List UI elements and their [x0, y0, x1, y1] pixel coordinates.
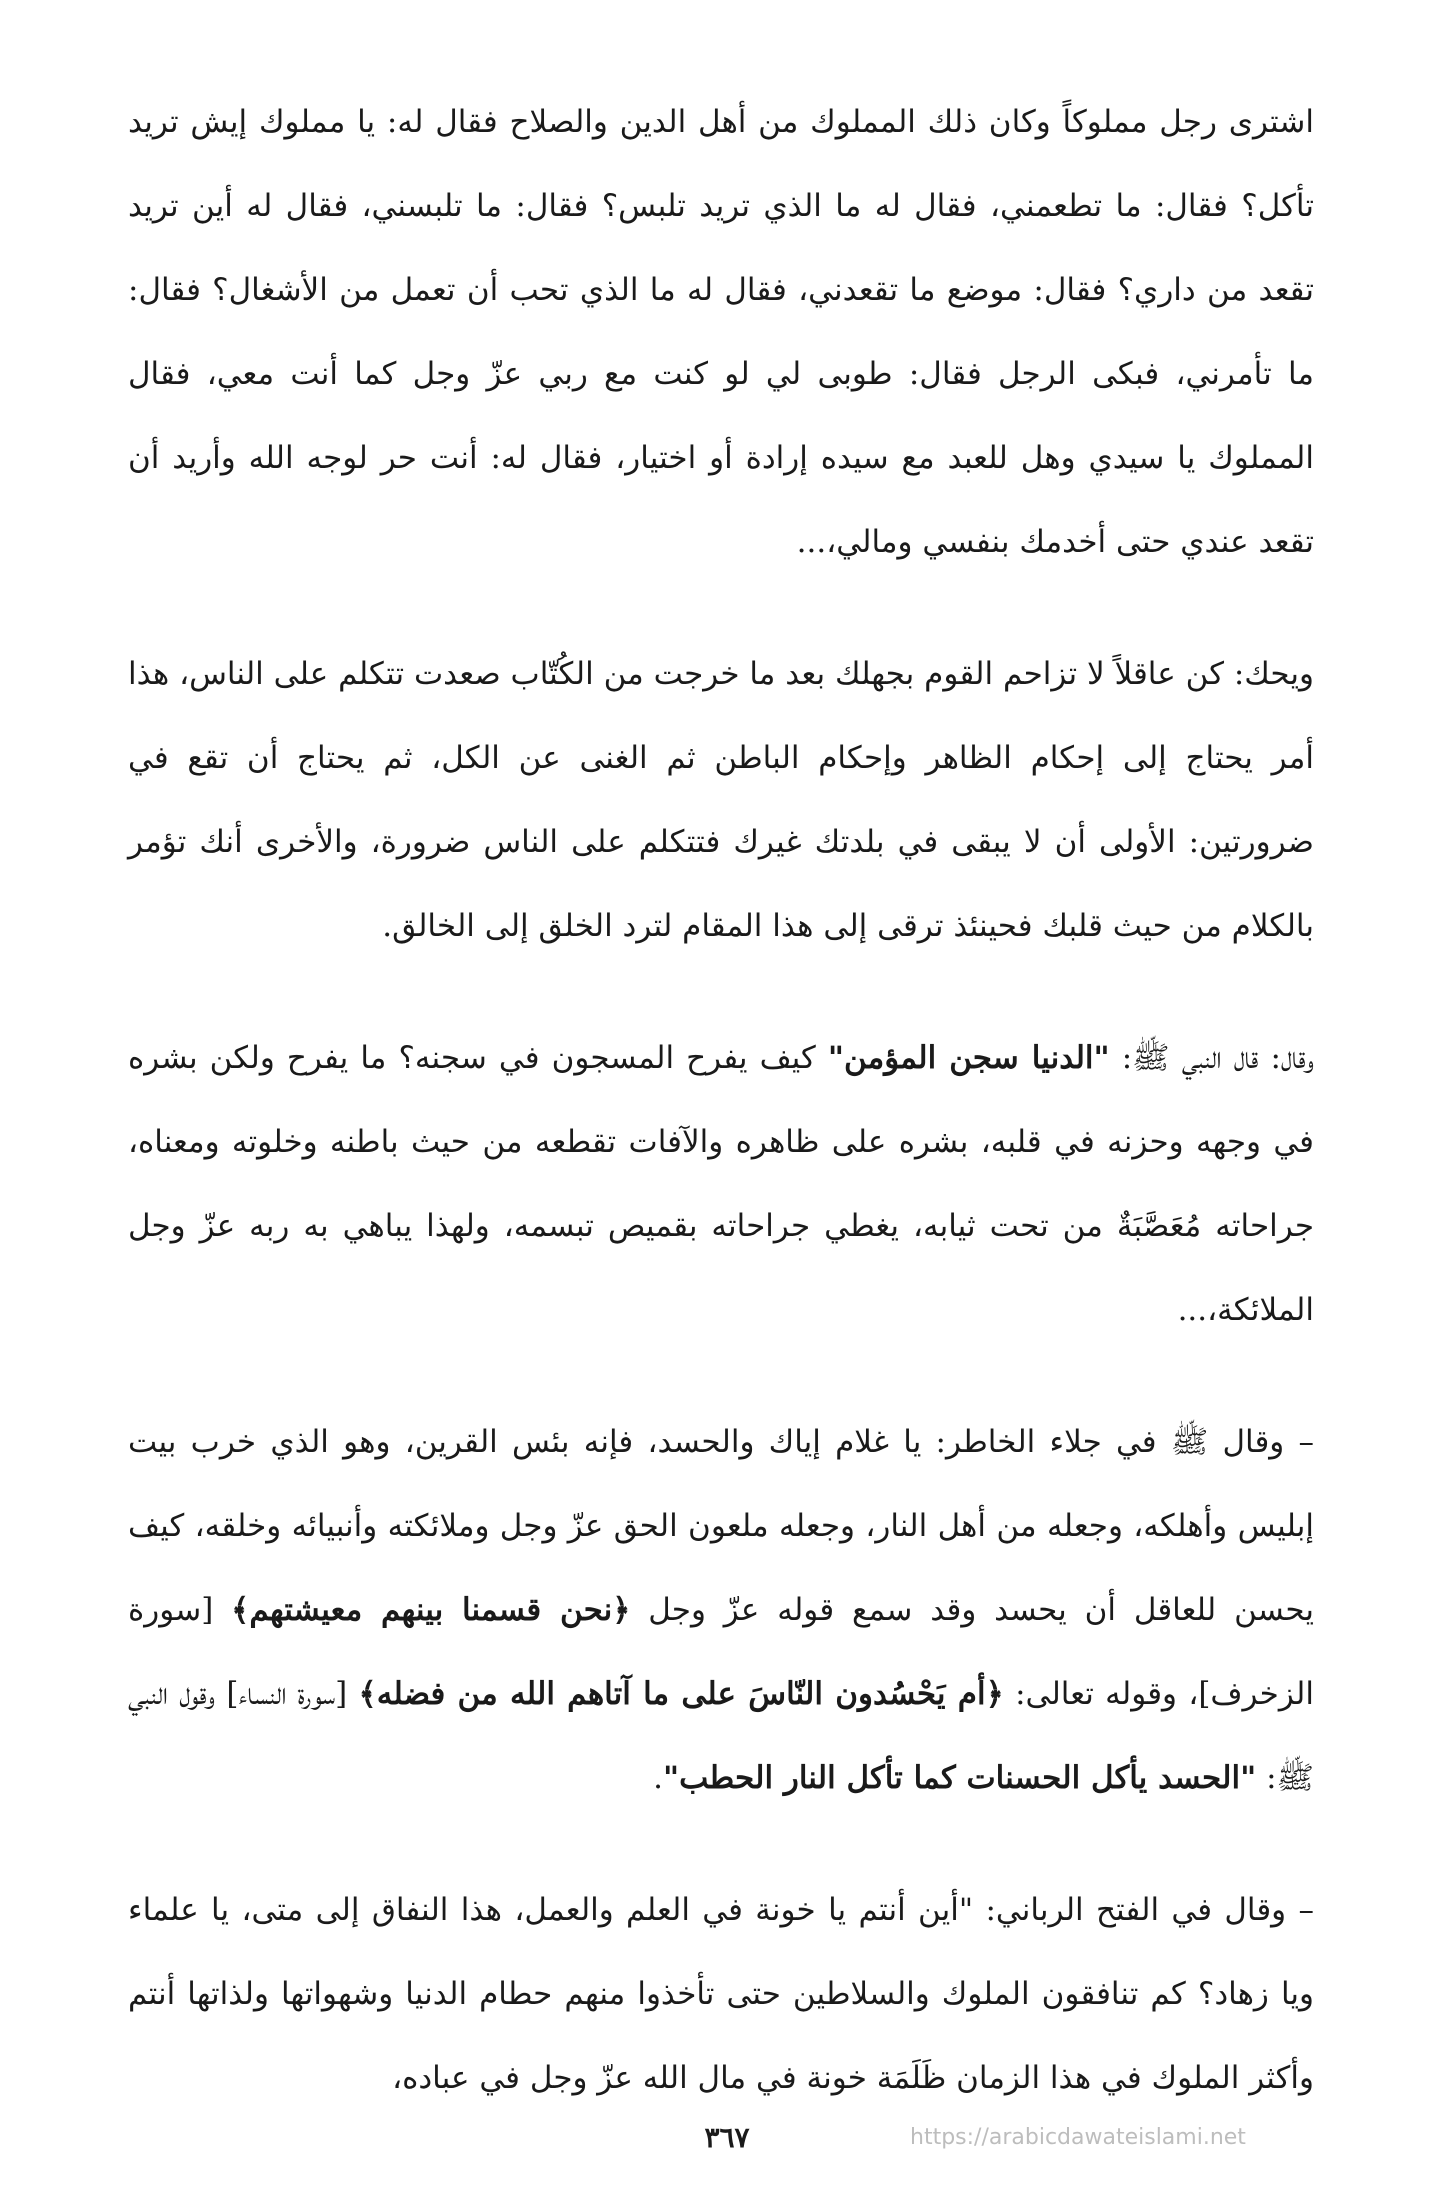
website-url: https://arabicdawateislami.net	[910, 2125, 1246, 2150]
document-body	[128, 80, 1314, 2096]
text-segment: – وقال في الفتح الرباني: "أين أنتم يا خونة في العلم والعمل، هذا النفاق إلى متى، يا علماء ويا زهاد؟ كم تنافقون الملوك والسلاطين حتى تأخذوا منهم حطام الدنيا وشهواتها ولذاتها أنتم وأكثر الملوك في هذا الزمان ظَلَمَة خونة في مال الله عزّ وجل في عباده،	[128, 1892, 1314, 2096]
text-segment: ويحك: كن عاقلاً لا تزاحم القوم بجهلك بعد ما خرجت من الكُتّاب صعدت تتكلم على الناس، هذا أمر يحتاج إلى إحكام الظاهر وإحكام الباطن ثم الغنى عن الكل، ثم يحتاج أن تقع في ضرورتين: الأولى أن لا يبقى في بلدتك غيرك فتتكلم على الناس ضرورة، والأخرى أنك تؤمر بالكلام من حيث قلبك فحينئذ ترقى إلى هذا المقام لترد الخلق إلى الخالق.	[128, 656, 1314, 944]
paragraph-4	[128, 1400, 1314, 1820]
text-segment: [سورة الزخرف]، وقوله تعالى:	[128, 1592, 1314, 1712]
quran-quote: ﴿نحن قسمنا بينهم معيشتهم﴾	[231, 1592, 631, 1628]
text-segment: [سورة النساء] وقول النبي ﷺ:	[128, 1676, 1314, 1796]
hadith-quote: "الدنيا سجن المؤمن"	[827, 1040, 1110, 1076]
text-segment: .	[653, 1760, 663, 1796]
text-segment: وقال: قال النبي ﷺ:	[1109, 1040, 1314, 1076]
paragraph-5	[128, 1868, 1314, 2120]
text-segment: اشترى رجل مملوكاً وكان ذلك المملوك من أهل الدين والصلاح فقال له: يا مملوك إيش تريد تأكل؟ فقال: ما تطعمني، فقال له ما الذي تريد تلبس؟ فقال: ما تلبسني، فقال له أين تريد تقعد من داري؟ فقال: موضع ما تقعدني، فقال له ما الذي تحب أن تعمل من الأشغال؟ فقال: ما تأمرني، فبكى الرجل فقال: طوبى لي لو كنت مع ربي عزّ وجل كما أنت معي، فقال المملوك يا سيدي وهل للعبد مع سيده إرادة أو اختيار، فقال له: أنت حر لوجه الله وأريد أن تقعد عندي حتى أخدمك بنفسي ومالي،...	[128, 104, 1314, 560]
paragraph-1	[128, 80, 1314, 584]
text-segment: – وقال ﷺ في جلاء الخاطر: يا غلام إياك والحسد، فإنه بئس القرين، وهو الذي خرب بيت إبليس وأهلكه، وجعله من أهل النار، وجعله ملعون الحق عزّ وجل وملائكته وأنبيائه وخلقه، كيف يحسن للعاقل أن يحسد وقد سمع قوله عزّ وجل	[128, 1424, 1314, 1628]
page-number: ٣٦٧	[704, 2121, 750, 2154]
paragraph-3	[128, 1016, 1314, 1352]
page-footer	[0, 2118, 1454, 2158]
text-segment: كيف يفرح المسجون في سجنه؟ ما يفرح ولكن بشره في وجهه وحزنه في قلبه، بشره على ظاهره والآفات تقطعه من حيث باطنه وخلوته ومعناه، جراحاته مُعَصَّبَةٌ من تحت ثيابه، يغطي جراحاته بقميص تبسمه، ولهذا يباهي به ربه عزّ وجل الملائكة،...	[128, 1040, 1314, 1328]
quran-quote: ﴿أم يَحْسُدون النّاسَ على ما آتاهم الله من فضله﴾	[358, 1676, 1004, 1712]
hadith-quote: "الحسد يأكل الحسنات كما تأكل النار الحطب"	[662, 1760, 1257, 1796]
paragraph-2	[128, 632, 1314, 968]
